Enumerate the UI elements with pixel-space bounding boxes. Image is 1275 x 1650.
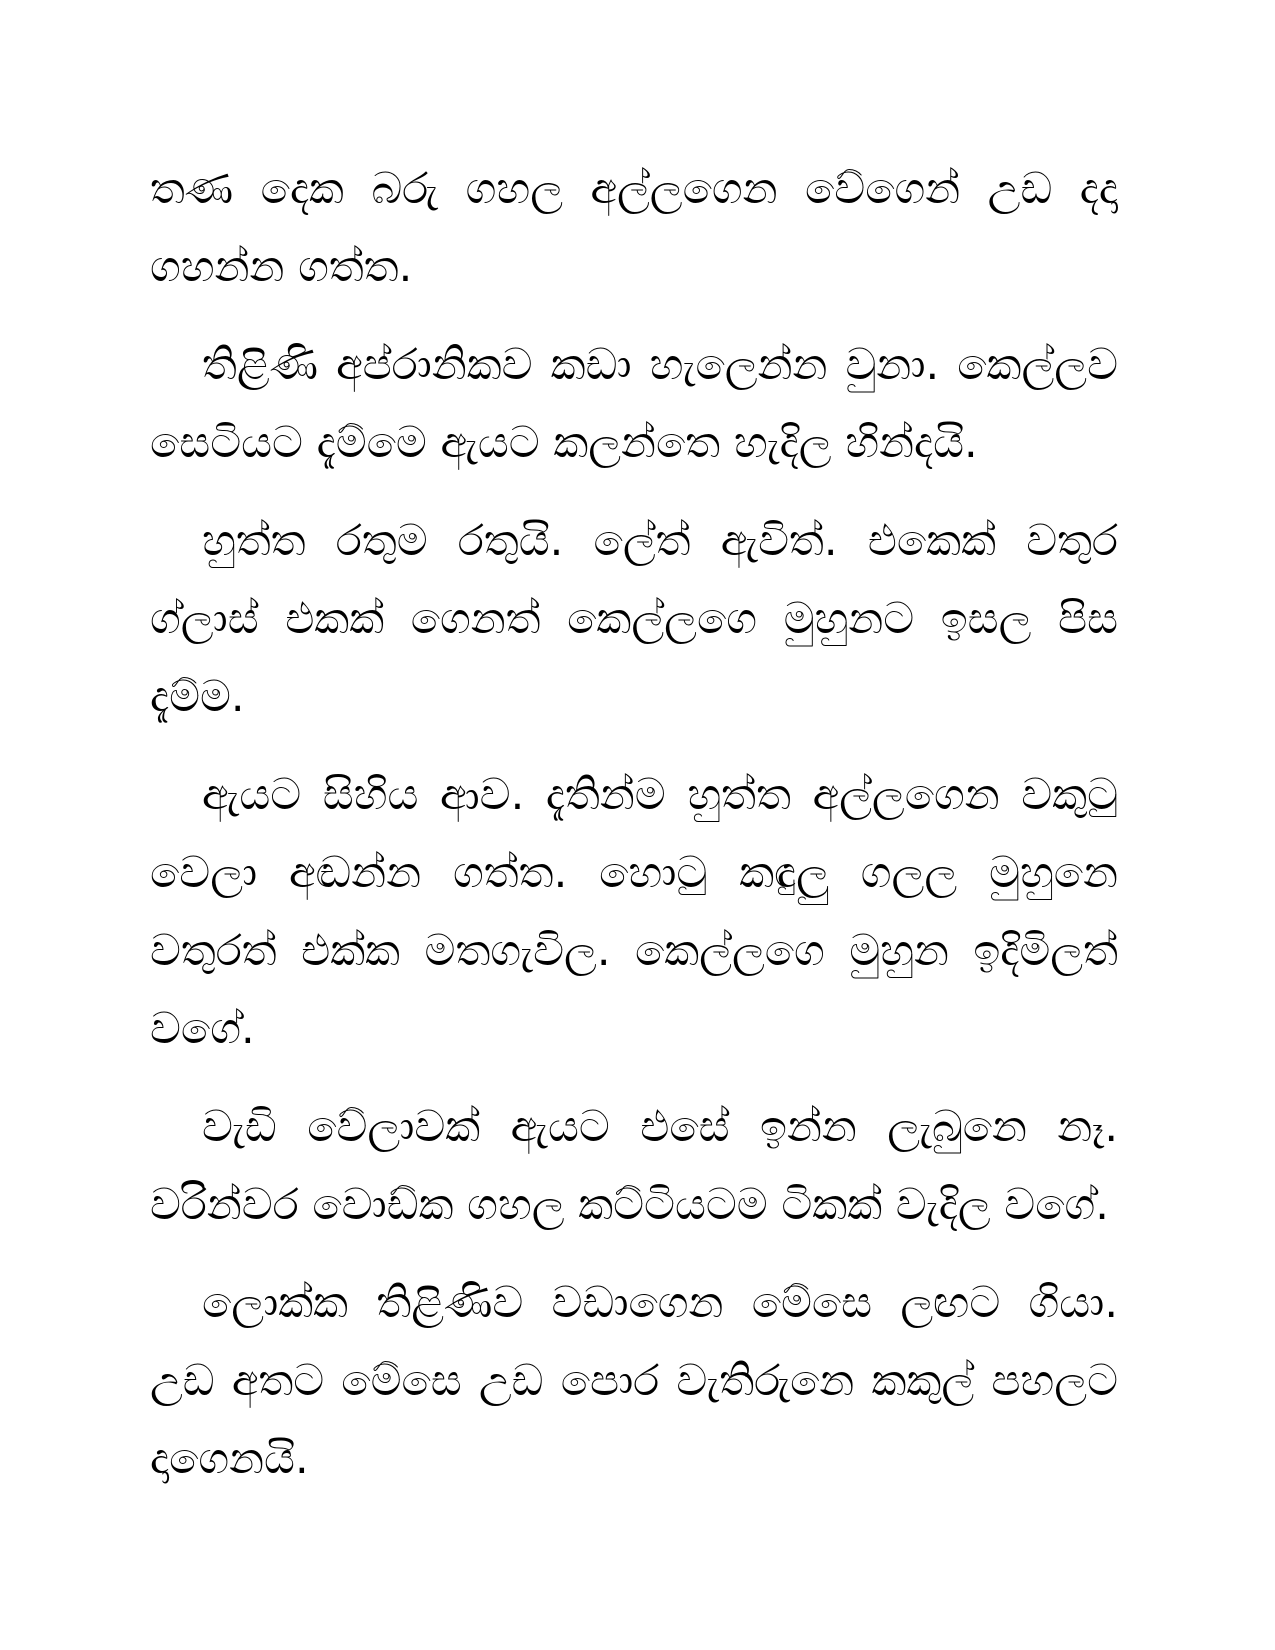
paragraph-3: හුත්ත රතුම රතුයි. ලේත් ඇවිත්. එකෙක් වතුර ග්ලාස් එකක් ගෙනත් කෙල්ලගෙ මුහුනට ඉසල පිස දැම්ම. — [150, 516, 1118, 722]
paragraph-5: වැඩි වේලාවක් ඇයට එසේ ඉන්න ලැබුනෙ නෑ. වරින්වර වොඩ්ක ගහල කට්ටියටම ටිකක් වැදිල වගේ. — [150, 1102, 1118, 1230]
paragraph-6: ලොක්ක තිළිණිව වඩාගෙන මේසෙ ලඟට ගියා. උඩ අතට මේසෙ උඩ පොර වැතිරුනෙ කකුල් පහලට දාගෙනයි. — [150, 1278, 1118, 1484]
paragraph-1: තණ දෙක බරු ගහල අල්ලගෙන වේගෙන් උඩ දදා ගහන්න ගත්ත. — [150, 164, 1118, 292]
story-text — [150, 150, 1118, 1518]
paragraph-2: තිළිණි අප්රානිකව කඩා හැලෙන්න වුනා. කෙල්ලව සෙටියට දැම්මෙ ඇයට කලන්තෙ හැදිල හින්දයි. — [150, 340, 1118, 468]
paragraph-4: ඇයට සිහිය ආව. දැතින්ම හුත්ත අල්ලගෙන වකුටු වෙලා අඬන්න ගත්ත. හොටු කඳුලු ගලල මුහුනෙ වතුරත් එක්ක මතගැවිල. කෙල්ලගෙ මුහුන ඉදිමිලත් වගේ. — [150, 770, 1118, 1054]
